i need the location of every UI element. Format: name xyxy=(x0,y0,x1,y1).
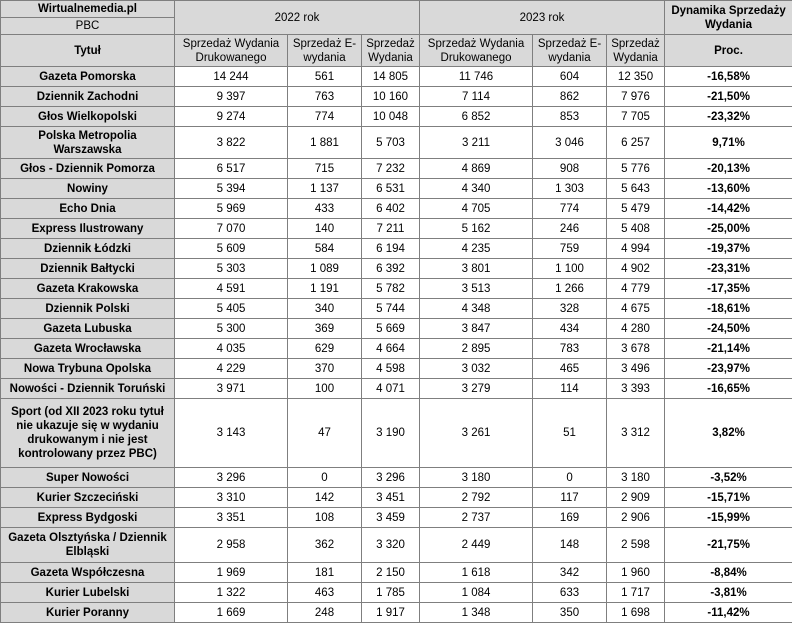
e-2023-cell: 853 xyxy=(533,107,607,127)
total-2022-cell: 6 194 xyxy=(362,239,420,259)
print-2023-cell: 4 869 xyxy=(420,159,533,179)
total-2022-cell: 6 392 xyxy=(362,259,420,279)
percent-cell: -16,58% xyxy=(665,67,792,87)
title-cell: Gazeta Lubuska xyxy=(1,319,175,339)
total-2023-cell: 1 698 xyxy=(607,603,665,623)
total-2023-cell: 5 643 xyxy=(607,179,665,199)
total-2022-cell: 5 703 xyxy=(362,127,420,159)
total-2022-cell: 7 232 xyxy=(362,159,420,179)
print-2022-cell: 3 296 xyxy=(175,468,288,488)
percent-cell: 3,82% xyxy=(665,399,792,468)
table-row xyxy=(1,219,792,239)
print-2022-cell: 5 394 xyxy=(175,179,288,199)
table-row xyxy=(1,67,792,87)
total-2023-cell: 3 180 xyxy=(607,468,665,488)
print-2023-cell: 6 852 xyxy=(420,107,533,127)
total-2022-cell: 3 190 xyxy=(362,399,420,468)
percent-cell: -25,00% xyxy=(665,219,792,239)
percent-cell: 9,71% xyxy=(665,127,792,159)
title-cell: Kurier Lubelski xyxy=(1,583,175,603)
title-cell: Gazeta Olsztyńska / Dziennik Elbląski xyxy=(1,528,175,563)
title-cell: Dziennik Łódzki xyxy=(1,239,175,259)
percent-cell: -23,97% xyxy=(665,359,792,379)
table-row xyxy=(1,179,792,199)
table-row xyxy=(1,583,792,603)
title-cell: Express Ilustrowany xyxy=(1,219,175,239)
e-2023-cell: 862 xyxy=(533,87,607,107)
total-2022-cell: 3 296 xyxy=(362,468,420,488)
total-2023-cell: 1 960 xyxy=(607,563,665,583)
table-row xyxy=(1,339,792,359)
total-2022-cell: 5 669 xyxy=(362,319,420,339)
total-2023-cell: 3 496 xyxy=(607,359,665,379)
e-2022-cell: 47 xyxy=(288,399,362,468)
percent-cell: -21,75% xyxy=(665,528,792,563)
e-2022-cell: 142 xyxy=(288,488,362,508)
print-2022-cell: 1 969 xyxy=(175,563,288,583)
print-sales-2022-header: Sprzedaż Wydania Drukowanego xyxy=(175,35,288,67)
e-2022-cell: 370 xyxy=(288,359,362,379)
table-row xyxy=(1,279,792,299)
percent-cell: -13,60% xyxy=(665,179,792,199)
print-2022-cell: 14 244 xyxy=(175,67,288,87)
total-2023-cell: 1 717 xyxy=(607,583,665,603)
e-2023-cell: 169 xyxy=(533,508,607,528)
e-2022-cell: 584 xyxy=(288,239,362,259)
table-row xyxy=(1,199,792,219)
e-2023-cell: 148 xyxy=(533,528,607,563)
title-cell: Express Bydgoski xyxy=(1,508,175,528)
e-2022-cell: 140 xyxy=(288,219,362,239)
percent-header: Proc. xyxy=(665,35,792,67)
title-cell: Głos - Dziennik Pomorza xyxy=(1,159,175,179)
print-2023-cell: 2 895 xyxy=(420,339,533,359)
table-row xyxy=(1,159,792,179)
total-2023-cell: 4 994 xyxy=(607,239,665,259)
e-2023-cell: 1 100 xyxy=(533,259,607,279)
print-2023-cell: 4 340 xyxy=(420,179,533,199)
e-2022-cell: 0 xyxy=(288,468,362,488)
e-2023-cell: 350 xyxy=(533,603,607,623)
percent-cell: -11,42% xyxy=(665,603,792,623)
e-2023-cell: 434 xyxy=(533,319,607,339)
title-cell: Kurier Szczeciński xyxy=(1,488,175,508)
title-cell: Gazeta Krakowska xyxy=(1,279,175,299)
title-cell: Nowości - Dziennik Toruński xyxy=(1,379,175,399)
total-2023-cell: 4 280 xyxy=(607,319,665,339)
publisher-name: PBC xyxy=(1,18,175,35)
total-2023-cell: 3 393 xyxy=(607,379,665,399)
title-cell: Kurier Poranny xyxy=(1,603,175,623)
percent-cell: -14,42% xyxy=(665,199,792,219)
percent-cell: -23,32% xyxy=(665,107,792,127)
table-row xyxy=(1,239,792,259)
total-2022-cell: 5 782 xyxy=(362,279,420,299)
table-row xyxy=(1,359,792,379)
total-2022-cell: 6 531 xyxy=(362,179,420,199)
e-2023-cell: 774 xyxy=(533,199,607,219)
table-row xyxy=(1,107,792,127)
total-2022-cell: 4 071 xyxy=(362,379,420,399)
print-2022-cell: 1 669 xyxy=(175,603,288,623)
e-2022-cell: 100 xyxy=(288,379,362,399)
e-2022-cell: 763 xyxy=(288,87,362,107)
total-2023-cell: 3 312 xyxy=(607,399,665,468)
percent-cell: -21,50% xyxy=(665,87,792,107)
print-2022-cell: 3 822 xyxy=(175,127,288,159)
percent-cell: -20,13% xyxy=(665,159,792,179)
total-2023-cell: 3 678 xyxy=(607,339,665,359)
print-2022-cell: 5 405 xyxy=(175,299,288,319)
print-2022-cell: 7 070 xyxy=(175,219,288,239)
percent-cell: -16,65% xyxy=(665,379,792,399)
e-2023-cell: 1 303 xyxy=(533,179,607,199)
e-2023-cell: 0 xyxy=(533,468,607,488)
print-2023-cell: 3 279 xyxy=(420,379,533,399)
print-2022-cell: 3 971 xyxy=(175,379,288,399)
table-row xyxy=(1,299,792,319)
print-2023-cell: 3 180 xyxy=(420,468,533,488)
print-2022-cell: 6 517 xyxy=(175,159,288,179)
e-2022-cell: 1 191 xyxy=(288,279,362,299)
title-cell: Dziennik Zachodni xyxy=(1,87,175,107)
total-2022-cell: 3 459 xyxy=(362,508,420,528)
print-2023-cell: 3 211 xyxy=(420,127,533,159)
total-2022-cell: 4 664 xyxy=(362,339,420,359)
e-2022-cell: 1 137 xyxy=(288,179,362,199)
percent-cell: -24,50% xyxy=(665,319,792,339)
total-2022-cell: 7 211 xyxy=(362,219,420,239)
e-2023-cell: 465 xyxy=(533,359,607,379)
title-cell: Gazeta Współczesna xyxy=(1,563,175,583)
total-2022-cell: 2 150 xyxy=(362,563,420,583)
e-2022-cell: 362 xyxy=(288,528,362,563)
print-2023-cell: 4 348 xyxy=(420,299,533,319)
total-2022-cell: 1 785 xyxy=(362,583,420,603)
percent-cell: -18,61% xyxy=(665,299,792,319)
print-2023-cell: 3 032 xyxy=(420,359,533,379)
e-2022-cell: 1 089 xyxy=(288,259,362,279)
table-row xyxy=(1,87,792,107)
total-2022-cell: 3 320 xyxy=(362,528,420,563)
e-2022-cell: 774 xyxy=(288,107,362,127)
print-2023-cell: 7 114 xyxy=(420,87,533,107)
print-2023-cell: 3 847 xyxy=(420,319,533,339)
title-cell: Dziennik Bałtycki xyxy=(1,259,175,279)
percent-cell: -19,37% xyxy=(665,239,792,259)
total-2023-cell: 12 350 xyxy=(607,67,665,87)
table-row xyxy=(1,508,792,528)
print-2023-cell: 3 261 xyxy=(420,399,533,468)
table-row xyxy=(1,319,792,339)
table-row xyxy=(1,127,792,159)
title-cell: Sport (od XII 2023 roku tytuł nie ukazuje się w wydaniu drukowanym i nie jest kontrolowany przez PBC) xyxy=(1,399,175,468)
print-2022-cell: 3 351 xyxy=(175,508,288,528)
e-2023-cell: 328 xyxy=(533,299,607,319)
print-2023-cell: 2 792 xyxy=(420,488,533,508)
table-row xyxy=(1,379,792,399)
print-2023-cell: 2 737 xyxy=(420,508,533,528)
e-2023-cell: 342 xyxy=(533,563,607,583)
total-2023-cell: 7 976 xyxy=(607,87,665,107)
total-2023-cell: 4 675 xyxy=(607,299,665,319)
title-cell: Gazeta Wrocławska xyxy=(1,339,175,359)
total-2022-cell: 5 744 xyxy=(362,299,420,319)
total-2023-cell: 2 598 xyxy=(607,528,665,563)
total-2022-cell: 3 451 xyxy=(362,488,420,508)
total-2023-cell: 5 408 xyxy=(607,219,665,239)
print-2023-cell: 1 348 xyxy=(420,603,533,623)
e-2023-cell: 246 xyxy=(533,219,607,239)
total-2023-cell: 2 906 xyxy=(607,508,665,528)
e-2023-cell: 1 266 xyxy=(533,279,607,299)
print-2022-cell: 3 310 xyxy=(175,488,288,508)
table-row xyxy=(1,528,792,563)
total-2022-cell: 4 598 xyxy=(362,359,420,379)
total-2022-cell: 6 402 xyxy=(362,199,420,219)
print-2022-cell: 3 143 xyxy=(175,399,288,468)
e-2022-cell: 463 xyxy=(288,583,362,603)
table-row xyxy=(1,603,792,623)
print-2023-cell: 2 449 xyxy=(420,528,533,563)
year-2023-header: 2023 rok xyxy=(420,1,665,35)
percent-cell: -15,99% xyxy=(665,508,792,528)
print-2022-cell: 5 303 xyxy=(175,259,288,279)
e-2023-cell: 633 xyxy=(533,583,607,603)
print-2022-cell: 9 274 xyxy=(175,107,288,127)
print-2023-cell: 3 801 xyxy=(420,259,533,279)
e-2023-cell: 908 xyxy=(533,159,607,179)
title-cell: Echo Dnia xyxy=(1,199,175,219)
print-2022-cell: 4 591 xyxy=(175,279,288,299)
e-2022-cell: 433 xyxy=(288,199,362,219)
print-2022-cell: 4 035 xyxy=(175,339,288,359)
print-2023-cell: 3 513 xyxy=(420,279,533,299)
e-2023-cell: 604 xyxy=(533,67,607,87)
title-cell: Super Nowości xyxy=(1,468,175,488)
year-2022-header: 2022 rok xyxy=(175,1,420,35)
title-column-header: Tytuł xyxy=(1,35,175,67)
percent-cell: -17,35% xyxy=(665,279,792,299)
e-2023-cell: 783 xyxy=(533,339,607,359)
e-2023-cell: 114 xyxy=(533,379,607,399)
title-cell: Nowiny xyxy=(1,179,175,199)
total-2023-cell: 4 779 xyxy=(607,279,665,299)
total-2023-cell: 2 909 xyxy=(607,488,665,508)
e-sales-2022-header: Sprzedaż E-wydania xyxy=(288,35,362,67)
e-2023-cell: 3 046 xyxy=(533,127,607,159)
e-2022-cell: 248 xyxy=(288,603,362,623)
print-sales-2023-header: Sprzedaż Wydania Drukowanego xyxy=(420,35,533,67)
total-sales-2023-header: Sprzedaż Wydania xyxy=(607,35,665,67)
total-2022-cell: 14 805 xyxy=(362,67,420,87)
site-name: Wirtualnemedia.pl xyxy=(1,1,175,18)
percent-cell: -21,14% xyxy=(665,339,792,359)
e-2023-cell: 51 xyxy=(533,399,607,468)
print-2023-cell: 1 084 xyxy=(420,583,533,603)
e-2022-cell: 629 xyxy=(288,339,362,359)
print-2023-cell: 1 618 xyxy=(420,563,533,583)
print-2023-cell: 4 235 xyxy=(420,239,533,259)
print-2022-cell: 2 958 xyxy=(175,528,288,563)
title-cell: Dziennik Polski xyxy=(1,299,175,319)
total-sales-2022-header: Sprzedaż Wydania xyxy=(362,35,420,67)
print-2022-cell: 5 609 xyxy=(175,239,288,259)
table-row xyxy=(1,468,792,488)
table-row xyxy=(1,488,792,508)
total-2023-cell: 7 705 xyxy=(607,107,665,127)
total-2023-cell: 4 902 xyxy=(607,259,665,279)
percent-cell: -8,84% xyxy=(665,563,792,583)
title-cell: Nowa Trybuna Opolska xyxy=(1,359,175,379)
print-2022-cell: 5 969 xyxy=(175,199,288,219)
e-2022-cell: 561 xyxy=(288,67,362,87)
print-2023-cell: 4 705 xyxy=(420,199,533,219)
total-2022-cell: 10 048 xyxy=(362,107,420,127)
e-sales-2023-header: Sprzedaż E-wydania xyxy=(533,35,607,67)
e-2022-cell: 340 xyxy=(288,299,362,319)
e-2022-cell: 369 xyxy=(288,319,362,339)
percent-cell: -23,31% xyxy=(665,259,792,279)
print-2022-cell: 4 229 xyxy=(175,359,288,379)
total-2023-cell: 5 479 xyxy=(607,199,665,219)
total-2023-cell: 6 257 xyxy=(607,127,665,159)
table-row xyxy=(1,259,792,279)
e-2022-cell: 108 xyxy=(288,508,362,528)
total-2022-cell: 10 160 xyxy=(362,87,420,107)
total-2023-cell: 5 776 xyxy=(607,159,665,179)
print-2023-cell: 5 162 xyxy=(420,219,533,239)
dynamics-header: Dynamika Sprzedaży Wydania xyxy=(665,1,792,35)
e-2023-cell: 117 xyxy=(533,488,607,508)
title-cell: Głos Wielkopolski xyxy=(1,107,175,127)
percent-cell: -3,81% xyxy=(665,583,792,603)
e-2022-cell: 715 xyxy=(288,159,362,179)
total-2022-cell: 1 917 xyxy=(362,603,420,623)
e-2022-cell: 1 881 xyxy=(288,127,362,159)
print-2022-cell: 1 322 xyxy=(175,583,288,603)
table-row xyxy=(1,563,792,583)
e-2022-cell: 181 xyxy=(288,563,362,583)
percent-cell: -3,52% xyxy=(665,468,792,488)
print-2022-cell: 5 300 xyxy=(175,319,288,339)
percent-cell: -15,71% xyxy=(665,488,792,508)
table-row xyxy=(1,399,792,468)
print-2023-cell: 11 746 xyxy=(420,67,533,87)
title-cell: Polska Metropolia Warszawska xyxy=(1,127,175,159)
e-2023-cell: 759 xyxy=(533,239,607,259)
print-2022-cell: 9 397 xyxy=(175,87,288,107)
title-cell: Gazeta Pomorska xyxy=(1,67,175,87)
